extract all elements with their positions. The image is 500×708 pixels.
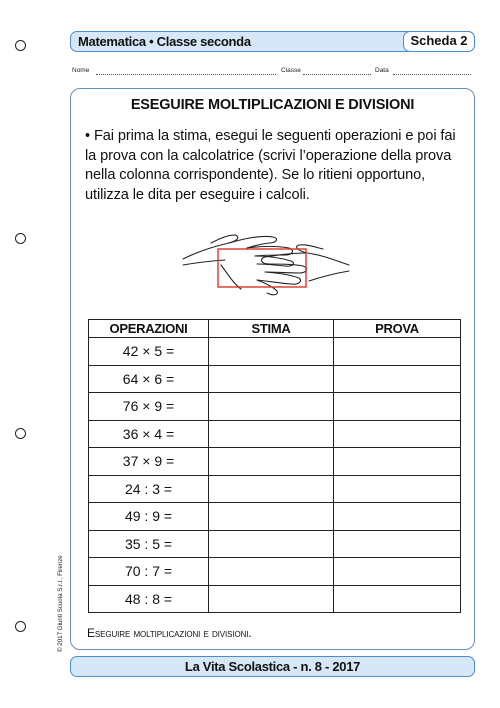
prova-cell[interactable] [334, 393, 461, 421]
stima-cell[interactable] [209, 585, 334, 613]
exercise-title: ESEGUIRE MOLTIPLICAZIONI E DIVISIONI [130, 97, 415, 113]
stima-cell[interactable] [209, 420, 334, 448]
name-field[interactable] [96, 72, 276, 75]
prova-cell[interactable] [334, 338, 461, 366]
table-row [89, 338, 461, 366]
stima-cell[interactable] [209, 475, 334, 503]
date-label: Data [375, 67, 389, 74]
sheet-number: Scheda 2 [403, 31, 475, 52]
prova-cell[interactable] [334, 503, 461, 531]
copyright-notice: © 2017 Giunti Scuola S.r.l., Firenze [57, 555, 64, 652]
prova-cell[interactable] [334, 475, 461, 503]
stima-cell[interactable] [209, 338, 334, 366]
stima-cell[interactable] [209, 448, 334, 476]
binder-hole-middle-lower [15, 428, 26, 439]
header-operazioni: OPERAZIONI [89, 320, 209, 338]
table-header-row [89, 320, 461, 338]
prova-cell[interactable] [334, 585, 461, 613]
class-label: Classe [281, 67, 301, 74]
binder-hole-bottom [15, 621, 26, 632]
stima-cell[interactable] [209, 530, 334, 558]
exercise-caption: Eseguire moltiplicazioni e divisioni. [87, 626, 252, 640]
header-prova: PROVA [334, 320, 461, 338]
operation-cell: 42 × 5 = [89, 338, 209, 366]
prova-cell[interactable] [334, 530, 461, 558]
class-field[interactable] [303, 72, 371, 75]
binder-hole-top [15, 40, 26, 51]
prova-cell[interactable] [334, 448, 461, 476]
operation-cell: 37 × 9 = [89, 448, 209, 476]
operation-cell: 70 : 7 = [89, 558, 209, 586]
stima-cell[interactable] [209, 503, 334, 531]
prova-cell[interactable] [334, 365, 461, 393]
prova-cell[interactable] [334, 558, 461, 586]
table-row [89, 448, 461, 476]
table-row [89, 558, 461, 586]
operation-cell: 76 × 9 = [89, 393, 209, 421]
table-row [89, 475, 461, 503]
operation-cell: 24 : 3 = [89, 475, 209, 503]
table-row [89, 503, 461, 531]
table-row [89, 365, 461, 393]
operation-cell: 36 × 4 = [89, 420, 209, 448]
table-row [89, 393, 461, 421]
student-info-line [72, 67, 472, 81]
header-stima: STIMA [209, 320, 334, 338]
prova-cell[interactable] [334, 420, 461, 448]
stima-cell[interactable] [209, 558, 334, 586]
footer-bar [70, 656, 475, 677]
hands-illustration [181, 229, 351, 301]
binder-hole-middle-upper [15, 233, 26, 244]
subject-title: Matematica • Classe seconda [78, 34, 251, 49]
stima-cell[interactable] [209, 393, 334, 421]
date-field[interactable] [393, 72, 471, 75]
magazine-issue: La Vita Scolastica - n. 8 - 2017 [184, 659, 361, 674]
table-row [89, 530, 461, 558]
stima-cell[interactable] [209, 365, 334, 393]
instructions-text: • Fai prima la stima, esegui le seguenti operazioni e poi fai la prova con la calcolatrice (scrivi l’operazione della prova nella colonna corrispondente). Se lo ritieni opportuno, utilizza le dita per eseguire i calcoli. [85, 128, 456, 203]
header-bar [70, 31, 475, 52]
exercise-card [70, 88, 475, 650]
operation-cell: 35 : 5 = [89, 530, 209, 558]
table-row [89, 585, 461, 613]
operation-cell: 48 : 8 = [89, 585, 209, 613]
operation-cell: 49 : 9 = [89, 503, 209, 531]
operations-table [88, 319, 461, 613]
operation-cell: 64 × 6 = [89, 365, 209, 393]
table-row [89, 420, 461, 448]
name-label: Nome [72, 67, 90, 74]
